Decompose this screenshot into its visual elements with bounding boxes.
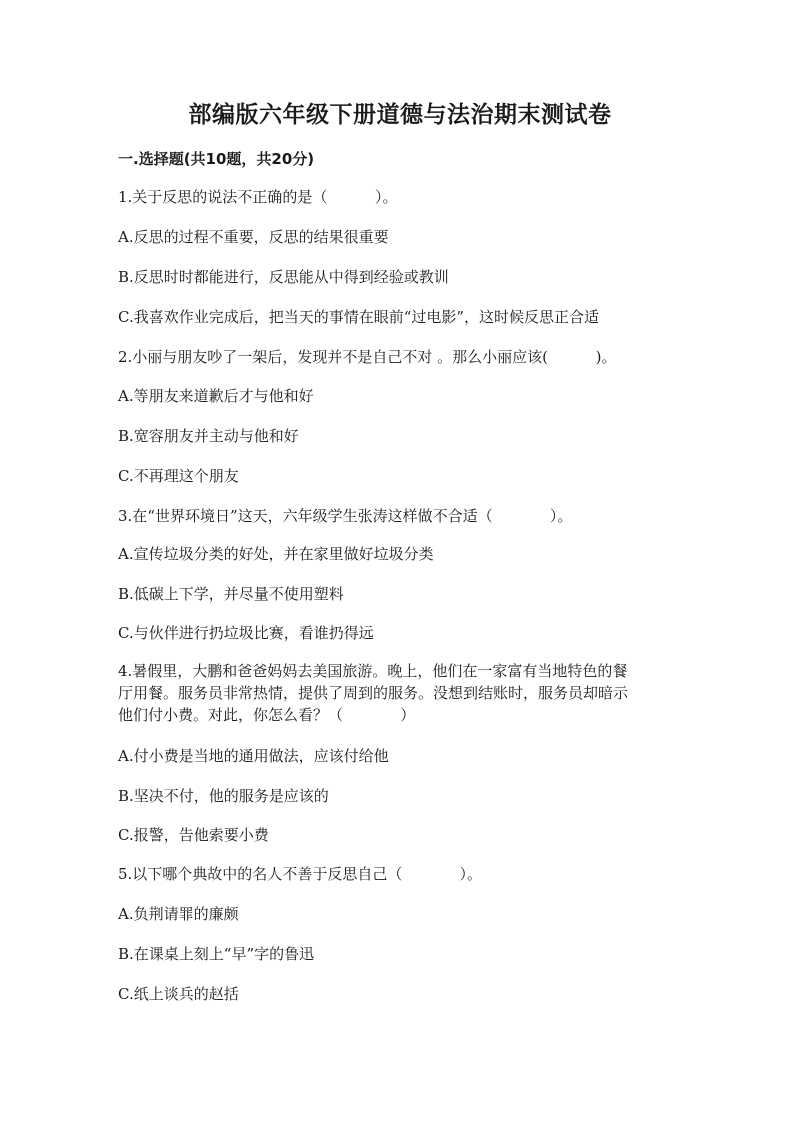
- question-4-stem-line-3: 他们付小费。对此，你怎么看？（ ）: [118, 706, 416, 724]
- question-3-option-b[interactable]: B.低碳上下学，并尽量不使用塑料: [118, 585, 344, 603]
- question-4-option-c[interactable]: C.报警，告他索要小费: [118, 826, 269, 844]
- question-4-stem-line-2: 厅用餐。服务员非常热情，提供了周到的服务。没想到结账时，服务员却暗示: [118, 684, 629, 702]
- question-1-stem: 1.关于反思的说法不正确的是（ ）。: [118, 188, 398, 206]
- question-2-stem: 2.小丽与朋友吵了一架后，发现并不是自己不对 。那么小丽应该( )。: [118, 348, 617, 366]
- question-4-stem-line-1: 4.暑假里，大鹏和爸爸妈妈去美国旅游。晚上，他们在一家富有当地特色的餐: [118, 662, 628, 680]
- question-1-option-c[interactable]: C.我喜欢作业完成后，把当天的事情在眼前“过电影”，这时候反思正合适: [118, 308, 600, 326]
- page-title: 部编版六年级下册道德与法治期末测试卷: [188, 102, 612, 128]
- question-5-stem: 5.以下哪个典故中的名人不善于反思自己（ ）。: [118, 865, 483, 883]
- question-3-option-c[interactable]: C.与伙伴进行扔垃圾比赛，看谁扔得远: [118, 624, 374, 642]
- question-2-option-b[interactable]: B.宽容朋友并主动与他和好: [118, 427, 299, 445]
- question-2-option-a[interactable]: A.等朋友来道歉后才与他和好: [118, 387, 314, 405]
- question-4-option-a[interactable]: A.付小费是当地的通用做法，应该付给他: [118, 747, 389, 765]
- question-1-option-a[interactable]: A.反思的过程不重要，反思的结果很重要: [118, 228, 389, 246]
- question-5-option-b[interactable]: B.在课桌上刻上“早”字的鲁迅: [118, 945, 315, 963]
- question-5-option-a[interactable]: A.负荆请罪的廉颇: [118, 905, 239, 923]
- question-3-option-a[interactable]: A.宣传垃圾分类的好处，并在家里做好垃圾分类: [118, 545, 434, 563]
- question-1-option-b[interactable]: B.反思时时都能进行，反思能从中得到经验或教训: [118, 268, 449, 286]
- question-4-option-b[interactable]: B.坚决不付，他的服务是应该的: [118, 787, 329, 805]
- question-4-stem: [118, 660, 688, 726]
- question-2-option-c[interactable]: C.不再理这个朋友: [118, 467, 239, 485]
- section-heading: 一.选择题(共10题，共20分): [118, 150, 315, 168]
- question-5-option-c[interactable]: C.纸上谈兵的赵括: [118, 985, 239, 1003]
- question-3-stem: 3.在“世界环境日”这天，六年级学生张涛这样做不合适（ ）。: [118, 507, 573, 525]
